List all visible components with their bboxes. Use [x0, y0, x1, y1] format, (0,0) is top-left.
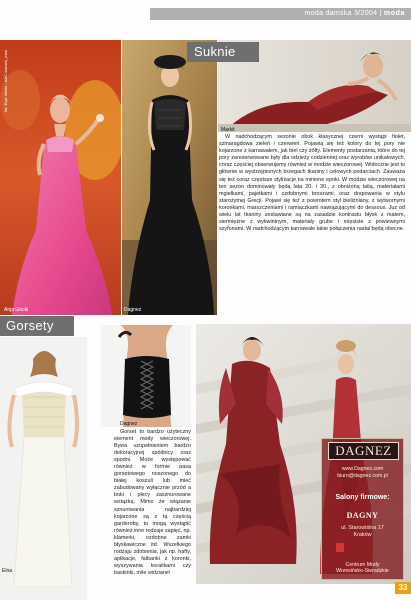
ad-website: www.Dagnez.com — [341, 466, 384, 472]
photo1-caption: Anja Gocki — [4, 307, 29, 313]
header-bar — [150, 8, 411, 20]
ad-address-line1: ul. Starowiślna 17 — [341, 525, 384, 531]
ad-salony-label: Salony firmowe: — [335, 494, 390, 501]
photo-white-corset — [0, 337, 87, 600]
photo-black-gown — [122, 40, 217, 315]
header-text — [150, 8, 405, 20]
page-number: 33 — [395, 582, 411, 594]
ad-email: biuro@dagnez.com.pl — [337, 473, 388, 479]
ad-center-line1: Centrum Mody — [345, 562, 380, 568]
header-section: moda — [383, 10, 405, 17]
photo2-caption: Dagnez — [124, 307, 142, 313]
photo3-caption: Markit — [221, 127, 235, 133]
ad-address-line2: Kraków — [353, 532, 372, 538]
photo-black-corset-back — [101, 325, 191, 427]
article-gorsety-text: Gorset to bardzo użyteczny element mody wieczorowej. Bywa uzupełnieniem bardzo dekoracyjnej spódnicy oraz spodni. Może występować również w formie pasa gorsetowego noszonego do białej koszuli lub mieć zabudowany wyłącznie przód a boki i plecy zasznurowane wstążką. Mimo że wiązanie sznurowania najbardziej kojarzone są z tą częścią garderoby, to mogą wystąpić również inne rodzaje zapięć, np. klamerki, ozdobne zamki błyskawiczne itd. Wszelkiego rodzaju zdobienia, jak np. hafty, aplikacje, falbanki z koronki, wyszywania koralikami czy baskinki, mile widziane! — [114, 429, 192, 576]
header-magazine: moda damska 3/2004 — [304, 10, 378, 17]
dagnez-logo: DAGNEZ — [328, 442, 399, 460]
section-title-suknie: Suknie — [187, 42, 259, 62]
center-logo-icon — [336, 543, 344, 552]
photo1-credit: fot. Eryk Weiss - ABC woman_man — [3, 50, 8, 113]
dagnez-ad — [321, 438, 404, 580]
section-title-gorsety: Gorsety — [0, 316, 74, 336]
ad-center-line2: Wrzesińsko-Sieradzkie — [336, 568, 389, 575]
ad-center-info — [322, 562, 403, 575]
photo5-caption: Dagnez — [120, 421, 138, 427]
photo4-caption: Elna — [2, 568, 13, 574]
article-suknie-text: W nadchodzącym sezonie obok klasycznej czerni wystąpi fiolet, szmaragdowa zieleń i czerwień. Pojawią się też kolory do tej pory nie kojarzone z karnawałem, jak biel czy żółty. Elementy postarzania, które do tej pory zarezerwowane były dla odzieży codziennej oraz wyrobów unikatowych, coraz częściej obserwujemy również w modzie wieczorowej. Widoczne jest to głównie w wystrzępionych brzegach tkaniny i celowych podarciach. Zauważa się też coraz częstsze stylizacje na minione epoki. W modzie wieczorowej na ten sezon dominowały będą lata 20. i 30., z obniżoną talią, materiałami mgiełkami, pajetkami i ozdobnymi broszami, oraz drapowania w stylu starożytnej Grecji. Pojawi się też z powrotem styl bieliźniany, z wytwornymi koronkami, marszczeniami i ramiączkami nawiązującymi do dessous. Juz od wielu lat tkaniny zestawiane są na zasadzie kontrastu błysk z matem, siermiężne z wykwintnym, materiały grube i mięsiste z powiewnymi szyfonami. W nadchodzącym karnawale takie połączenia nadal będą obecne. — [219, 134, 405, 233]
photo-pink-gown — [0, 40, 121, 315]
ad-dagny-brand: DAGNY — [346, 511, 379, 520]
header-separator: | — [379, 10, 382, 17]
